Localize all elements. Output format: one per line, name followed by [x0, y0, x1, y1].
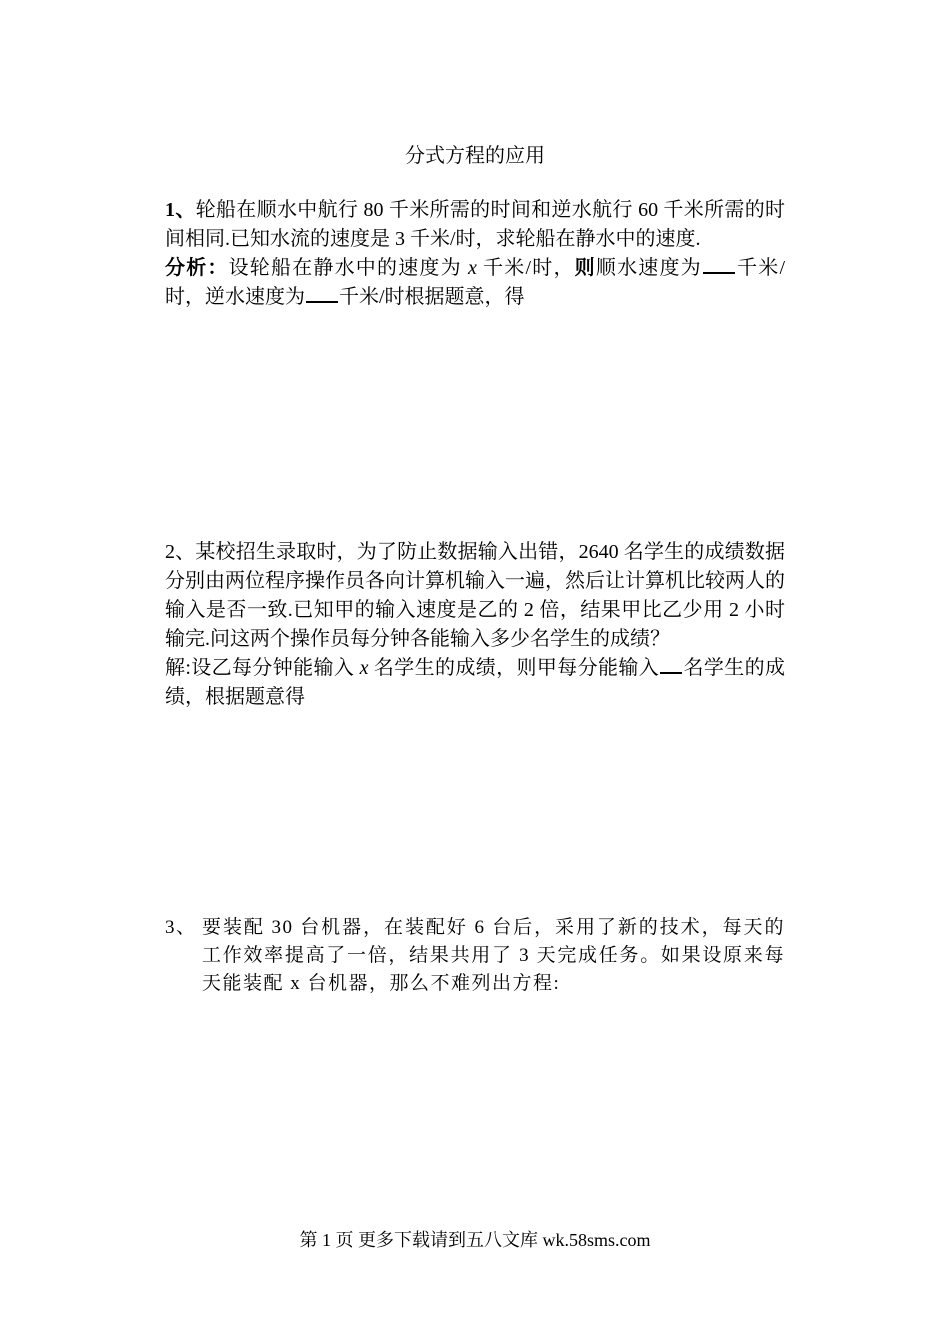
question-1-text	[165, 196, 785, 254]
answer-blank-jia-rate[interactable]	[660, 654, 682, 674]
then-label: 则	[574, 257, 596, 279]
question-2	[165, 538, 785, 712]
variable-x: x	[468, 257, 477, 279]
analysis-text-2: 千米/时，	[476, 257, 575, 279]
page-title: 分式方程的应用	[405, 145, 545, 167]
question-3-text: 要装配 30 台机器，在装配好 6 台后，采用了新的技术，每天的工作效率提高了一倍，结果共用了 3 天完成任务。如果设原来每天能装配 x 台机器，那么不难列出方程:	[202, 917, 785, 994]
solution-text-3: 名学生的成绩，根据题意得	[165, 657, 786, 708]
question-3	[165, 914, 785, 998]
question-2-solution	[165, 654, 785, 712]
analysis-text-5: 千米/时根据题意，得	[339, 286, 525, 308]
question-2-text: 2、某校招生录取时，为了防止数据输入出错，2640 名学生的成绩数据分别由两位程序操作员各向计算机输入一遍，然后让计算机比较两人的输入是否一致.已知甲的输入速度是乙的 2 倍，结果甲比乙少用 2 小时输完.问这两个操作员每分钟各能输入多少名学生的成绩？	[165, 541, 785, 650]
answer-blank-downstream[interactable]	[703, 254, 735, 274]
question-1-analysis	[165, 254, 785, 312]
answer-blank-upstream[interactable]	[306, 283, 338, 303]
analysis-label: 分析：	[165, 257, 229, 279]
analysis-text-1: 设轮船在静水中的速度为	[228, 257, 469, 279]
variable-x: x	[359, 657, 369, 679]
solution-text-2: 名学生的成绩，则甲每分能输入	[368, 657, 660, 679]
question-1	[165, 196, 785, 312]
question-1-number: 1、	[165, 199, 196, 221]
question-3-number: 3、	[165, 917, 197, 938]
analysis-text-3: 顺水速度为	[595, 257, 702, 279]
solution-text-1: 解:设乙每分钟能输入	[165, 657, 360, 679]
analysis-text-4: 千米/时，逆水速度为	[165, 257, 786, 308]
question-1-body: 轮船在顺水中航行 80 千米所需的时间和逆水航行 60 千米所需的时间相同.已知水流的速度是 3 千米/时，求轮船在静水中的速度.	[165, 199, 786, 250]
page-footer: 第 1 页 更多下载请到五八文库 wk.58sms.com	[299, 1230, 651, 1250]
